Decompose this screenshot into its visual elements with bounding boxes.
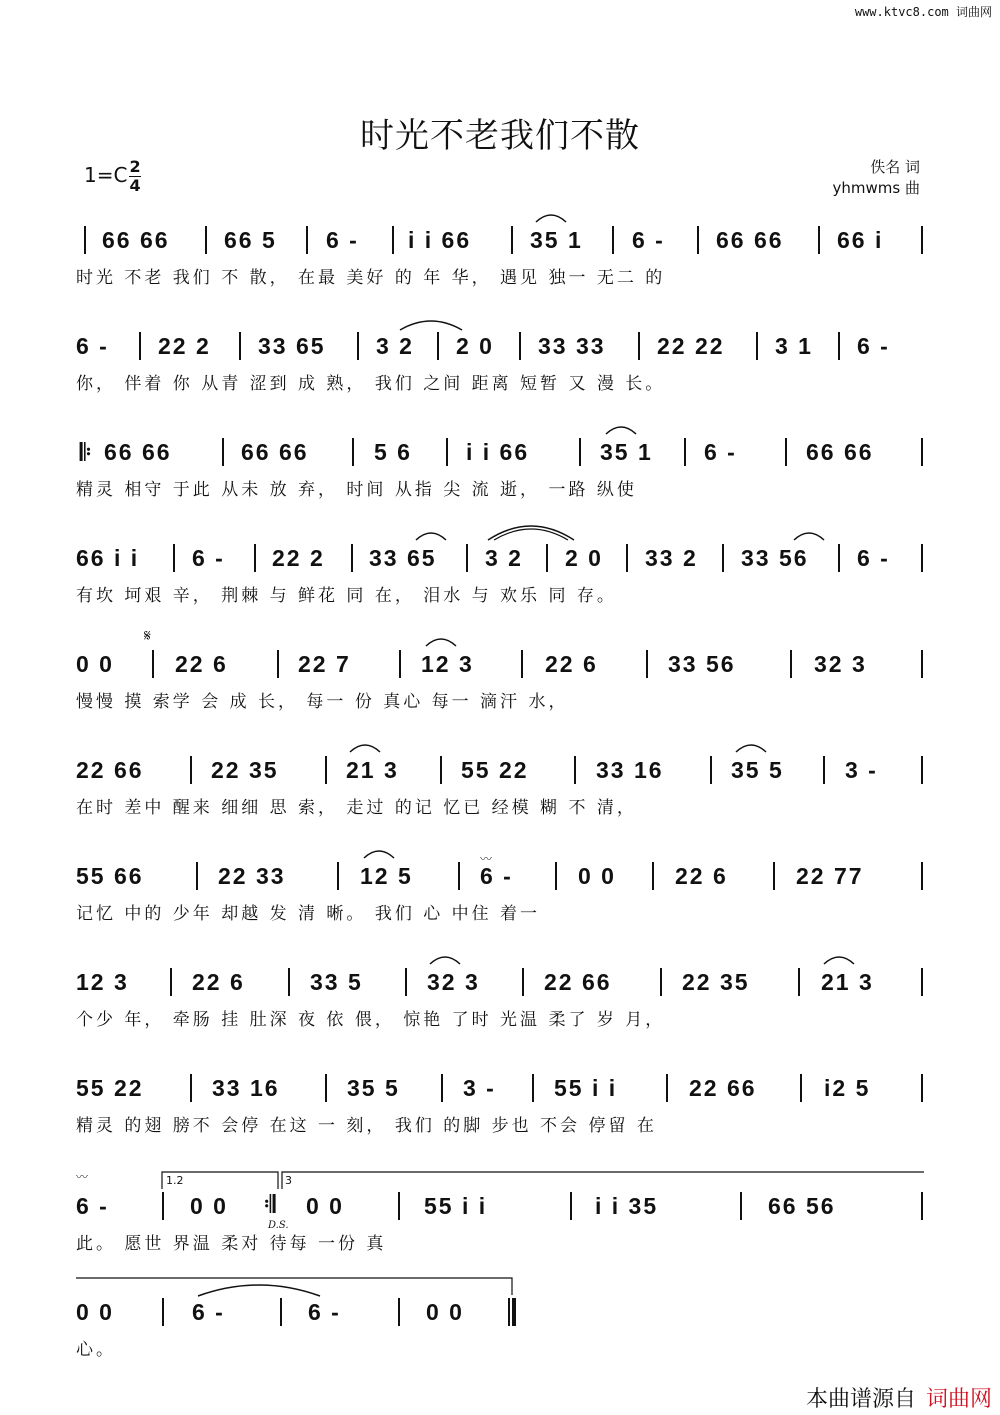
measure: 0 0 (76, 651, 114, 677)
measure: i i 66 (466, 439, 530, 465)
footer-brand[interactable]: 词曲网 (925, 1387, 992, 1412)
system-4 (0, 538, 1000, 628)
barline (511, 226, 513, 254)
barline (612, 226, 614, 254)
notes-row (0, 538, 1000, 578)
barline (205, 226, 207, 254)
measure: 6 - (326, 227, 359, 253)
barline (800, 1074, 802, 1102)
barline (666, 1074, 668, 1102)
measure: 33 16 (596, 757, 664, 783)
footer-source (806, 1382, 992, 1413)
measure: 33 56 (668, 651, 736, 677)
slur (348, 740, 382, 754)
system-3 (0, 432, 1000, 522)
measure: i i 35 (595, 1193, 659, 1219)
barline (646, 650, 648, 678)
barline (838, 544, 840, 572)
tie (398, 316, 464, 332)
barline (162, 1298, 164, 1326)
barline (555, 862, 557, 890)
barline (466, 544, 468, 572)
repeat-end-sign: 𝄇 (264, 1191, 278, 1217)
lyrics-line: 在时 差中 醒来 细细 思 索， 走过 的记 忆已 经模 糊 不 清， (76, 798, 637, 818)
barline (152, 650, 154, 678)
barline (277, 650, 279, 678)
barline (921, 1074, 923, 1102)
measure: 35 5 (731, 757, 784, 783)
barline (440, 756, 442, 784)
measure: i2 5 (824, 1075, 871, 1101)
barline (570, 1192, 572, 1220)
slur (534, 210, 568, 224)
barline (173, 544, 175, 572)
barline (546, 544, 548, 572)
measure: 21 3 (821, 969, 874, 995)
measure: 55 22 (76, 1075, 144, 1101)
slur (822, 952, 856, 966)
barline (740, 1192, 742, 1220)
measure: 3 1 (775, 333, 813, 359)
barline (351, 544, 353, 572)
ds-mark: D.S. (268, 1220, 289, 1231)
lyricist: 佚名 词 (870, 158, 920, 176)
barline (697, 226, 699, 254)
measure: 22 22 (657, 333, 725, 359)
measure: 55 22 (461, 757, 529, 783)
measure: 2 0 (565, 545, 603, 571)
measure: 66 66 (806, 439, 874, 465)
notes-row (0, 220, 1000, 260)
time-denominator: 4 (129, 176, 141, 195)
barline (921, 1192, 923, 1220)
barline (626, 544, 628, 572)
barline (921, 544, 923, 572)
composer: yhmwms 曲 (832, 179, 920, 197)
lyrics-line: 精灵 的翅 膀不 会停 在这 一 刻， 我们 的脚 步也 不会 停留 在 (76, 1116, 657, 1136)
barline (392, 226, 394, 254)
segno-mark: 𝄋 (144, 626, 151, 645)
slur (734, 740, 768, 754)
barline (921, 968, 923, 996)
barline (139, 332, 141, 360)
system-1 (0, 220, 1000, 310)
measure: 22 6 (192, 969, 245, 995)
measure: 12 3 (76, 969, 129, 995)
barline (337, 862, 339, 890)
measure: 22 6 (675, 863, 728, 889)
barline (838, 332, 840, 360)
time-signature (129, 158, 140, 195)
barline (790, 650, 792, 678)
measure: 6 - (308, 1299, 341, 1325)
measure: 33 16 (212, 1075, 280, 1101)
measure: 22 7 (298, 651, 351, 677)
measure: 0 0 (306, 1193, 344, 1219)
watermark-url: www.ktvc8.com 词曲网 (854, 5, 992, 19)
barline (357, 332, 359, 360)
barline (84, 226, 86, 254)
song-title: 时光不老我们不散 (360, 116, 640, 156)
measure: 66 i i (76, 545, 140, 571)
barline (239, 332, 241, 360)
barline (519, 332, 521, 360)
notes-row (0, 1068, 1000, 1108)
key-label: 1=C (84, 163, 128, 187)
barline (441, 1074, 443, 1102)
system-5 (0, 626, 1000, 734)
measure: 21 3 (346, 757, 399, 783)
system-9 (0, 1068, 1000, 1158)
barline (785, 438, 787, 466)
measure: 6 - (857, 333, 890, 359)
barline (710, 756, 712, 784)
measure: 35 5 (347, 1075, 400, 1101)
measure: 0 0 (76, 1299, 114, 1325)
lyrics-line: 此。 愿世 界温 柔对 待每 一份 真 (76, 1234, 387, 1254)
measure: 0 0 (426, 1299, 464, 1325)
system-11 (0, 1292, 1000, 1382)
barline (818, 226, 820, 254)
slur (424, 634, 458, 648)
measure: 32 3 (814, 651, 867, 677)
tie (486, 520, 576, 542)
measure: 55 i i (554, 1075, 618, 1101)
measure: 35 1 (530, 227, 583, 253)
measure: 66 56 (768, 1193, 836, 1219)
barline (437, 332, 439, 360)
lyrics-line: 时光 不老 我们 不 散， 在最 美好 的 年 华， 遇见 独一 无二 的 (76, 268, 666, 288)
barline (574, 756, 576, 784)
barline (652, 862, 654, 890)
volta-3-label: 3 (285, 1174, 292, 1187)
measure: 33 56 (741, 545, 809, 571)
barline (405, 968, 407, 996)
measure: 22 66 (544, 969, 612, 995)
barline (921, 862, 923, 890)
barline (638, 332, 640, 360)
slur (428, 952, 462, 966)
barline (522, 968, 524, 996)
notes-row (0, 644, 1000, 684)
measure: 6 - (192, 545, 225, 571)
measure: 3 - (845, 757, 878, 783)
slur (792, 528, 826, 542)
measure: 3 2 (485, 545, 523, 571)
measure: 55 i i (424, 1193, 488, 1219)
measure: 6 - (632, 227, 665, 253)
barline (521, 650, 523, 678)
measure: 66 5 (224, 227, 277, 253)
lyrics-line: 有坎 坷艰 辛， 荆棘 与 鲜花 同 在， 泪水 与 欢乐 同 存。 (76, 586, 617, 606)
lyrics-line: 心。 (76, 1340, 116, 1360)
notes-row (0, 326, 1000, 366)
barline (458, 862, 460, 890)
measure: 12 3 (421, 651, 474, 677)
barline (756, 332, 758, 360)
system-8 (0, 962, 1000, 1052)
measure: 6 - (76, 333, 109, 359)
measure: 0 0 (190, 1193, 228, 1219)
final-barline-thick (512, 1298, 516, 1326)
barline (325, 756, 327, 784)
measure: 33 65 (258, 333, 326, 359)
barline (773, 862, 775, 890)
barline (823, 756, 825, 784)
measure: 22 2 (158, 333, 211, 359)
barline (579, 438, 581, 466)
measure: 55 66 (76, 863, 144, 889)
key-signature (84, 158, 141, 195)
barline (190, 1074, 192, 1102)
measure: 22 6 (545, 651, 598, 677)
notes-row (0, 962, 1000, 1002)
barline (532, 1074, 534, 1102)
measure: 66 i (837, 227, 884, 253)
barline (446, 438, 448, 466)
time-numerator: 2 (129, 157, 141, 176)
measure: 0 0 (578, 863, 616, 889)
barline (352, 438, 354, 466)
barline (306, 226, 308, 254)
measure: 33 5 (310, 969, 363, 995)
volta-1-label: 1.2 (166, 1174, 184, 1187)
measure: i i 66 (408, 227, 472, 253)
credits (833, 157, 920, 199)
slur (604, 422, 638, 436)
measure: 66 66 (102, 227, 170, 253)
lyrics-line: 个少 年， 牵肠 挂 肚深 夜 依 偎， 惊艳 了时 光温 柔了 岁 月， (76, 1010, 666, 1030)
lyrics-line: 记忆 中的 少年 却越 发 清 晰。 我们 心 中住 着一 (76, 904, 541, 924)
measure: 3 - (463, 1075, 496, 1101)
measure: 66 66 (104, 439, 172, 465)
measure: 6 - (76, 1193, 109, 1219)
notes-row (0, 750, 1000, 790)
lyrics-line: 慢慢 摸 索学 会 成 长， 每一 份 真心 每一 滴汗 水， (76, 692, 569, 712)
barline (684, 438, 686, 466)
barline (288, 968, 290, 996)
notes-row (0, 856, 1000, 896)
measure: 22 77 (796, 863, 864, 889)
barline (399, 650, 401, 678)
tie (196, 1280, 322, 1298)
measure: 66 66 (716, 227, 784, 253)
measure: 5 6 (374, 439, 412, 465)
barline (170, 968, 172, 996)
measure: 66 66 (241, 439, 309, 465)
measure: 6 - (704, 439, 737, 465)
measure: 35 1 (600, 439, 653, 465)
mordent-mark: 〰 (76, 1170, 89, 1184)
barline (280, 1298, 282, 1326)
lyrics-line: 你， 伴着 你 从青 涩到 成 熟， 我们 之间 距离 短暂 又 漫 长。 (76, 374, 666, 394)
measure: 22 35 (682, 969, 750, 995)
system-7 (0, 852, 1000, 946)
barline (254, 544, 256, 572)
barline (190, 756, 192, 784)
barline (222, 438, 224, 466)
measure: 32 3 (427, 969, 480, 995)
system-6 (0, 750, 1000, 840)
measure: 33 65 (369, 545, 437, 571)
final-barline-thin (508, 1298, 510, 1326)
measure: 3 2 (376, 333, 414, 359)
measure: 22 66 (689, 1075, 757, 1101)
measure: 2 0 (456, 333, 494, 359)
measure: 22 6 (175, 651, 228, 677)
measure: 22 2 (272, 545, 325, 571)
notes-row (0, 432, 1000, 472)
barline (196, 862, 198, 890)
barline (798, 968, 800, 996)
measure: 33 2 (645, 545, 698, 571)
barline (162, 1192, 164, 1220)
measure: 6 - (480, 863, 513, 889)
repeat-start-sign: 𝄆 (80, 439, 94, 465)
measure: 22 33 (218, 863, 286, 889)
barline (722, 544, 724, 572)
mordent-mark: 〰 (480, 852, 493, 866)
barline (921, 226, 923, 254)
lyrics-line: 精灵 相守 于此 从未 放 弃， 时间 从指 尖 流 逝， 一路 纵使 (76, 480, 637, 500)
barline (921, 756, 923, 784)
system-10 (0, 1170, 1000, 1276)
barline (660, 968, 662, 996)
measure: 22 35 (211, 757, 279, 783)
measure: 33 33 (538, 333, 606, 359)
notes-row (0, 1186, 1000, 1226)
barline (921, 650, 923, 678)
barline (398, 1298, 400, 1326)
notes-row (0, 1292, 1000, 1332)
barline (921, 438, 923, 466)
measure: 12 5 (360, 863, 413, 889)
slur (414, 528, 448, 542)
slur (362, 846, 396, 860)
measure: 6 - (857, 545, 890, 571)
system-2 (0, 326, 1000, 416)
barline (398, 1192, 400, 1220)
measure: 22 66 (76, 757, 144, 783)
footer-source-text: 本曲谱源自 (805, 1387, 916, 1412)
barline (325, 1074, 327, 1102)
measure: 6 - (192, 1299, 225, 1325)
